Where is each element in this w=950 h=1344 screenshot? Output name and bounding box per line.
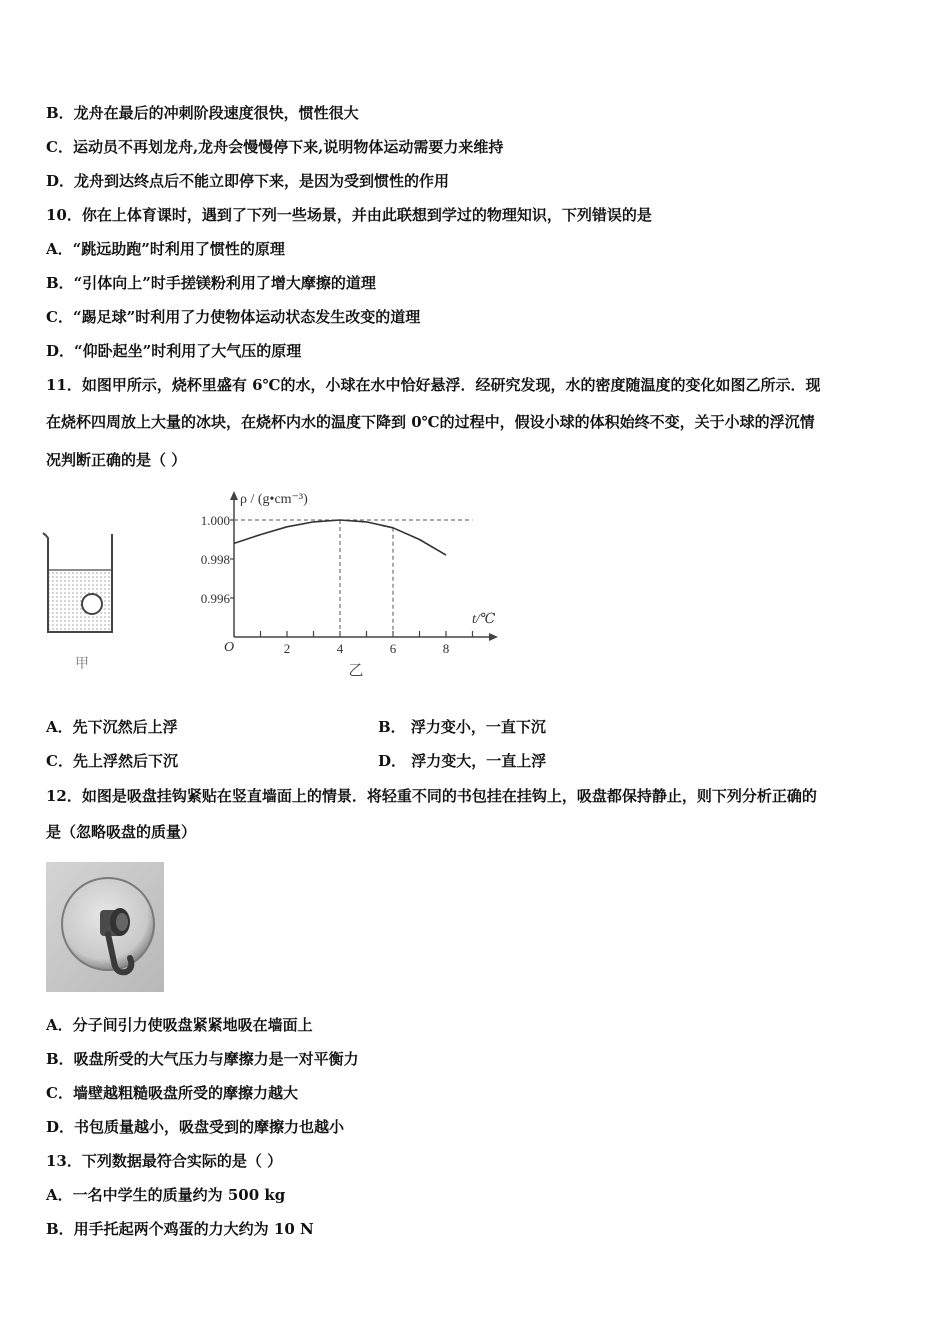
q11-stem-line3: 况判断正确的是（ ） <box>46 451 187 469</box>
q10-option-c: C．“踢足球”时利用了力使物体运动状态发生改变的道理 <box>46 308 421 326</box>
q11-stem-line2: 在烧杯四周放上大量的冰块，在烧杯内水的温度下降到 0℃的过程中，假设小球的体积始终不变，关于小球的浮沉情 <box>46 413 815 431</box>
q11-option-c: C．先上浮然后下沉 <box>46 752 178 770</box>
q11-stem-line1: 11．如图甲所示，烧杯里盛有 6℃的水，小球在水中恰好悬浮．经研究发现，水的密度随温度的变化如图乙所示．现 <box>46 376 821 394</box>
x-tick-label: 4 <box>336 641 344 656</box>
beaker-figure <box>40 528 120 678</box>
x-axis-arrow <box>489 633 498 641</box>
x-tick-label: 2 <box>283 641 291 656</box>
ball <box>82 594 102 614</box>
q9-option-b: B．龙舟在最后的冲刺阶段速度很快，惯性很大 <box>46 104 359 122</box>
q12-option-a: A．分子间引力使吸盘紧紧地吸在墙面上 <box>46 1016 313 1034</box>
x-tick-label: 6 <box>389 641 397 656</box>
q12-option-d: D．书包质量越小，吸盘受到的摩擦力也越小 <box>46 1118 345 1136</box>
chart-title: 乙 <box>348 663 364 679</box>
q11-option-d: D． 浮力变大，一直上浮 <box>378 752 547 770</box>
y-tick-label: 0.996 <box>200 591 230 606</box>
q11-option-a: A．先下沉然后上浮 <box>46 718 178 736</box>
q10-option-d: D．“仰卧起坐”时利用了大气压的原理 <box>46 342 302 360</box>
q13-stem: 13．下列数据最符合实际的是（ ） <box>46 1152 283 1170</box>
hook-cap-highlight <box>116 913 128 931</box>
q9-option-d: D．龙舟到达终点后不能立即停下来，是因为受到惯性的作用 <box>46 172 450 190</box>
x-tick-label: 8 <box>442 641 450 656</box>
y-tick-label: 1.000 <box>200 513 230 528</box>
q11-option-b: B． 浮力变小，一直下沉 <box>378 718 546 736</box>
q12-stem-line2: 是（忽略吸盘的质量） <box>46 823 197 841</box>
y-axis-arrow <box>230 491 238 500</box>
y-tick-label: 0.998 <box>200 552 230 567</box>
figure-label-jia: 甲 <box>75 657 89 672</box>
suction-hook-photo <box>46 862 164 992</box>
q13-option-b: B．用手托起两个鸡蛋的力大约为 10 N <box>46 1220 314 1238</box>
y-axis-label: ρ / (g•cm⁻³) <box>240 492 308 507</box>
q13-option-a: A．一名中学生的质量约为 500 kg <box>46 1186 286 1204</box>
q10-stem: 10．你在上体育课时，遇到了下列一些场景，并由此联想到学过的物理知识，下列错误的是 <box>46 206 652 224</box>
x-axis-label: t/℃ <box>472 612 496 627</box>
q12-option-b: B．吸盘所受的大气压力与摩擦力是一对平衡力 <box>46 1050 359 1068</box>
density-chart <box>180 485 510 685</box>
q12-stem-line1: 12．如图是吸盘挂钩紧贴在竖直墙面上的情景．将轻重不同的书包挂在挂钩上，吸盘都保持静止，则下列分析正确的 <box>46 787 817 805</box>
origin-label: O <box>224 640 235 655</box>
q9-option-c: C．运动员不再划龙舟,龙舟会慢慢停下来,说明物体运动需要力来维持 <box>46 138 504 156</box>
q12-option-c: C．墙壁越粗糙吸盘所受的摩擦力越大 <box>46 1084 298 1102</box>
q10-option-b: B．“引体向上”时手搓镁粉利用了增大摩擦的道理 <box>46 274 376 292</box>
q10-option-a: A．“跳远助跑”时利用了惯性的原理 <box>46 240 285 258</box>
